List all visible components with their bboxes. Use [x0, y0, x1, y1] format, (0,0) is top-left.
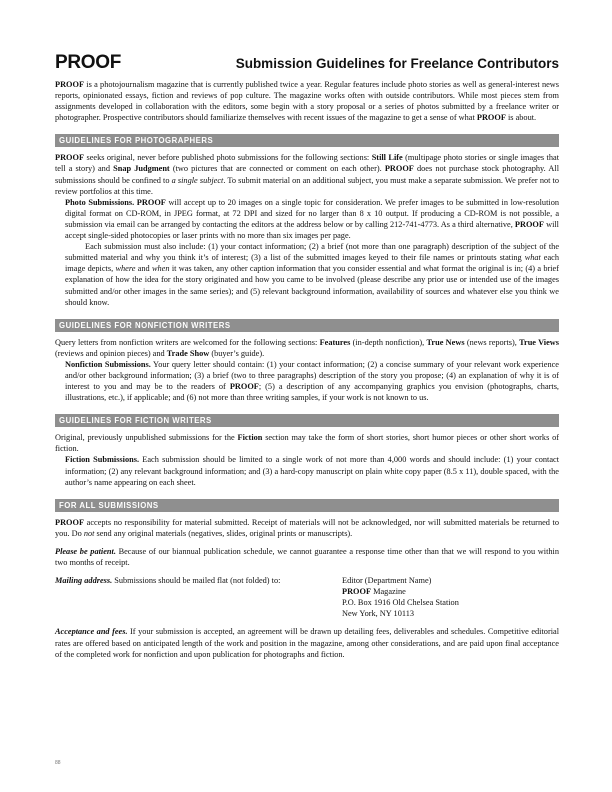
- section-heading-all-submissions: FOR ALL SUBMISSIONS: [55, 499, 559, 512]
- section-heading-photographers: GUIDELINES FOR PHOTOGRAPHERS: [55, 134, 559, 147]
- address-line: P.O. Box 1916 Old Chelsea Station: [342, 598, 459, 608]
- fiction-paragraph: Original, previously unpublished submissions for the Fiction section may take the form of short stories, short humor pieces or other short works of fiction.: [55, 433, 560, 454]
- mailing-address-block: [55, 575, 559, 619]
- fiction-submissions-paragraph: Fiction Submissions. Each submission should be limited to a single work of not more than 4,000 words and should include: (1) your contact information; (2) any relevant background information; and (3) a hard-copy manuscript on plain white copy paper (8.5 x 11), double spaced, with the author’s name appearing on each sheet.: [65, 455, 559, 487]
- photo-requirements-paragraph: Each submission must also include: (1) your contact information; (2) a brief (not more than one paragraph) description of the subject of the submitted material and why you think it’s of interest; (3) a list of the submitted images keyed to their file names or printouts stating what each image depicts, where and when it was taken, any other caption information that you consider essential and what format the original is in; (4) a brief explanation of how the idea for the story originated and how you came to be involved (please describe any prior use or intended use of the images submitted and/or other images in the same series); and (5) relevant background information, availability of sources and whatever else you think we should know.: [65, 242, 559, 307]
- address-line: New York, NY 10113: [342, 609, 414, 619]
- address-line: Editor (Department Name): [342, 576, 432, 586]
- guidelines-page: [55, 52, 559, 660]
- page-number: 88: [55, 760, 61, 766]
- proof-logo: PROOF: [55, 52, 122, 73]
- intro-paragraph: PROOF is a photojournalism magazine that is currently published twice a year. Regular features include photo stories as well as general-interest news reports, opinionated essays, fiction and reviews of pop culture. The magazine works often with outside contributors. While most pieces stem from assignments developed in collaboration with the editors, some begin with a story proposal or a series of photos submitted by a freelance writer or photographer. Prospective contributors should familiarize themselves with recent issues of the magazine to get a sense of what PROOF is about.: [55, 80, 559, 123]
- section-heading-nonfiction: GUIDELINES FOR NONFICTION WRITERS: [55, 319, 559, 332]
- address-line: PROOF Magazine: [342, 587, 406, 597]
- acceptance-paragraph: Acceptance and fees. If your submission is accepted, an agreement will be drawn up detailing fees, deliverables and schedules. Competitive editorial rates are offered based on anticipated length of the work and position in the magazine, among other considerations, and are paid upon final acceptance of the completed work for nonfiction and upon publication for photographs and fiction.: [55, 627, 559, 659]
- photo-submissions-paragraph: Photo Submissions. PROOF will accept up to 20 images on a single topic for consideration. We prefer images to be submitted in low-resolution digital format on CD-ROM, in JPEG format, at 72 DPI and sized for no larger than 8 x 10 output. If producing a CD-ROM is not possible, a submission via email can be arranged by contacting the editors at the address below or by calling 212-741-4773. As a third alternative, PROOF will accept single-sided photocopies or laser prints with no more than six images per page.: [65, 197, 559, 241]
- responsibility-paragraph: PROOF accepts no responsibility for material submitted. Receipt of materials will not be acknowledged, nor will submitted materials be returned to you. Do not send any original materials (negatives, slides, original prints or manuscripts).: [55, 517, 559, 538]
- page-title: Submission Guidelines for Freelance Contributors: [235, 56, 559, 71]
- page-header: [55, 52, 559, 74]
- photographers-paragraph: PROOF seeks original, never before published photo submissions for the following sections: Still Life (multipage photo stories or single images that tell a story) and Snap Judgment (two pictures that are connected or comment on each other). PROOF does not purchase stock photography. All submissions should be confined to a single subject. To submit material on an additional subject, you must make a separate submission. We prefer not to review portfolios at this time.: [55, 153, 560, 196]
- patience-paragraph: Please be patient. Because of our biannual publication schedule, we cannot guarantee a response time other than that we will respond to you within two months of receipt.: [55, 546, 559, 567]
- nonfiction-paragraph: Query letters from nonfiction writers are welcomed for the following sections: Features (in-depth nonfiction), True News (news reports), True Views (reviews and opinion pieces) and Trade Show (buyer’s guide).: [55, 337, 560, 358]
- section-heading-fiction: GUIDELINES FOR FICTION WRITERS: [55, 414, 559, 427]
- mailing-address: [342, 575, 459, 619]
- nonfiction-submissions-paragraph: Nonfiction Submissions. Your query letter should contain: (1) your contact information; (2) a concise summary of your relevant work experience and/or other background information; (3) a brief (two to three paragraphs) description of the story you propose; (4) an explanation of why it is of interest to you and may be to the readers of PROOF; (5) a description of any accompanying graphics you envision (photographs, charts, illustrations, etc.), if applicable; and (6) not more than three writing samples, if your work is not known to us.: [65, 359, 559, 403]
- mailing-address-label: Mailing address. Submissions should be mailed flat (not folded) to:: [55, 576, 281, 586]
